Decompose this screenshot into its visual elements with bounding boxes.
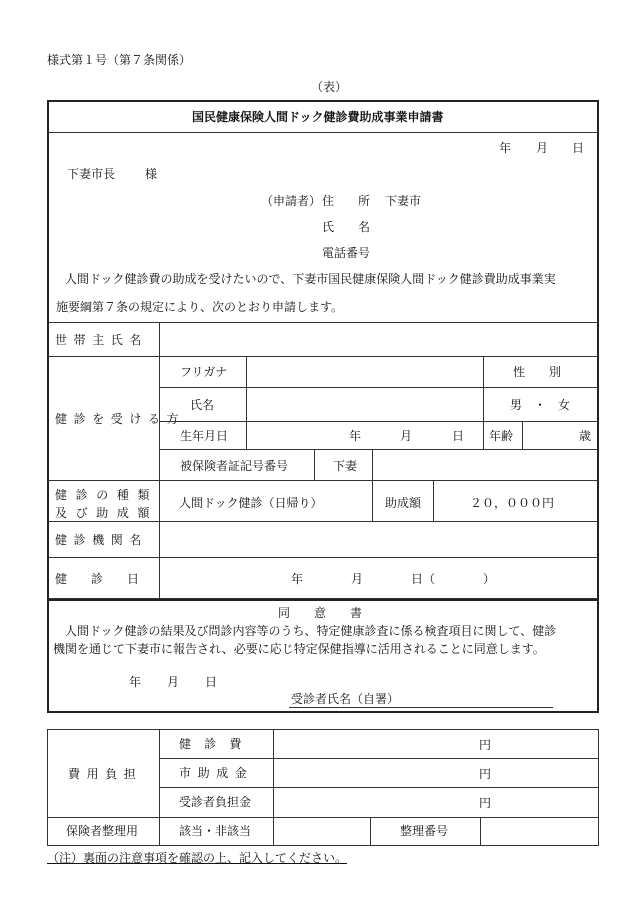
subsidy-label: 助成額 xyxy=(385,496,422,510)
col-age-label-right xyxy=(522,421,523,449)
self-burden-label: 受診者負担金 xyxy=(179,795,252,809)
table-top-rule xyxy=(48,322,598,323)
form-title: 国民健康保険人間ドック健診費助成事業申請書 xyxy=(192,110,444,124)
gender-label: 性 別 xyxy=(513,365,562,379)
exam-fee-label: 健診費 xyxy=(179,737,255,751)
gender-options[interactable]: 男 ・ 女 xyxy=(510,398,571,412)
furigana-label: フリガナ xyxy=(180,365,228,379)
date-year-label: 年 xyxy=(499,141,512,155)
birth-year-label: 年 xyxy=(349,429,362,443)
footer-note: （注）裏面の注意事項を確認の上、記入してください。 xyxy=(47,851,348,865)
applicant-name-label: 氏 名 xyxy=(322,220,371,234)
examinee-name-label: 氏名 xyxy=(190,398,215,412)
cost-col-3 xyxy=(370,817,371,845)
col-insurance-a xyxy=(314,449,315,480)
householder-field[interactable] xyxy=(162,324,596,354)
rule-examinee-bottom xyxy=(48,480,598,481)
address-value[interactable]: 下妻市 xyxy=(385,194,422,208)
consent-title: 同 意 書 xyxy=(278,606,363,620)
consent-text-line1: 人間ドック健診の結果及び問診内容等のうち、特定健康診査に係る検査項目に関して、健診 xyxy=(53,624,557,638)
insurer-office-label: 保険者整理用 xyxy=(66,824,139,838)
col-insurance-b xyxy=(372,449,373,480)
addressee: 下妻市長 xyxy=(67,167,116,181)
cost-col-2 xyxy=(273,730,274,845)
col-age-label-left xyxy=(483,421,484,449)
insurance-number-label: 被保険者証記号番号 xyxy=(180,459,289,473)
consent-text-line2: 機関を通じて下妻市に報告され、必要に応じ特定保健指導に活用されることに同意します。 xyxy=(53,642,545,656)
city-subsidy-yen: 円 xyxy=(479,767,492,781)
col-label-divider xyxy=(159,322,160,598)
form-number: 様式第１号（第７条関係） xyxy=(47,53,192,67)
address-label: 住 所 xyxy=(322,194,371,208)
householder-label: 世帯主氏名 xyxy=(55,333,149,347)
birth-day-label: 日 xyxy=(452,429,465,443)
exam-type-label-line2: 及び助成額 xyxy=(55,506,159,520)
col-gender-divider xyxy=(483,356,484,421)
signature-label: 受診者氏名（自署） xyxy=(291,692,400,706)
rule-type-bottom xyxy=(48,521,598,522)
exam-date-value[interactable]: 年 月 日（ ） xyxy=(291,572,496,586)
col-subsidy-right xyxy=(433,480,434,521)
rule-institution-bottom xyxy=(48,557,598,558)
cost-col-4 xyxy=(480,817,481,845)
examinee-label: 健診を受ける方 xyxy=(55,412,186,426)
title-divider xyxy=(48,132,598,133)
rule-furigana-bottom xyxy=(159,387,598,388)
exam-type-label-line1: 健診の種類 xyxy=(55,488,159,502)
age-unit: 歳 xyxy=(579,429,592,443)
rule-householder-bottom xyxy=(48,356,598,357)
date-day-label: 日 xyxy=(572,141,585,155)
examinee-name-field[interactable] xyxy=(249,389,481,419)
institution-label: 健診機関名 xyxy=(55,533,149,547)
institution-field[interactable] xyxy=(162,523,596,555)
consent-date-month: 月 xyxy=(167,675,180,689)
exam-fee-yen: 円 xyxy=(479,738,492,752)
consent-date-day: 日 xyxy=(205,675,218,689)
form-side-label: （表） xyxy=(311,80,348,94)
self-burden-yen: 円 xyxy=(479,796,492,810)
city-subsidy-label: 市助成金 xyxy=(179,766,254,780)
birthdate-label: 生年月日 xyxy=(180,429,229,443)
addressee-honorific: 様 xyxy=(145,167,158,181)
furigana-field[interactable] xyxy=(249,358,481,385)
application-statement-line2: 施要綱第７条の規定により、次のとおり申請します。 xyxy=(56,300,344,314)
cost-rule-3 xyxy=(48,817,598,818)
applicant-label: （申請者） xyxy=(261,194,322,208)
applicable-options[interactable]: 該当・非該当 xyxy=(179,824,252,838)
cost-burden-label: 費用負担 xyxy=(68,767,143,781)
col-subsidy-left xyxy=(372,480,373,521)
age-label: 年齢 xyxy=(489,429,514,443)
cost-rule-2 xyxy=(159,787,598,788)
consent-divider xyxy=(48,599,598,601)
application-statement-line1: 人間ドック健診費の助成を受けたいので、下妻市国民健康保険人間ドック健診費助成事業実 xyxy=(53,272,556,286)
insurance-symbol: 下妻 xyxy=(333,459,358,473)
signature-line[interactable] xyxy=(289,707,553,708)
reference-number-label: 整理番号 xyxy=(400,824,449,838)
exam-type-value: 人間ドック健診（日帰り） xyxy=(179,496,323,510)
date-month-label: 月 xyxy=(536,141,549,155)
insurance-number-field[interactable] xyxy=(375,451,596,478)
subsidy-value: ２０，０００円 xyxy=(470,496,555,510)
cost-col-1 xyxy=(159,730,160,845)
rule-name-bottom xyxy=(159,421,598,422)
exam-date-label: 健 診 日 xyxy=(55,572,140,586)
birth-month-label: 月 xyxy=(400,429,413,443)
cost-rule-1 xyxy=(159,758,598,759)
col-furigana-divider xyxy=(246,356,247,449)
rule-birth-bottom xyxy=(159,449,598,450)
phone-label: 電話番号 xyxy=(322,246,371,260)
consent-date-year: 年 xyxy=(129,675,142,689)
